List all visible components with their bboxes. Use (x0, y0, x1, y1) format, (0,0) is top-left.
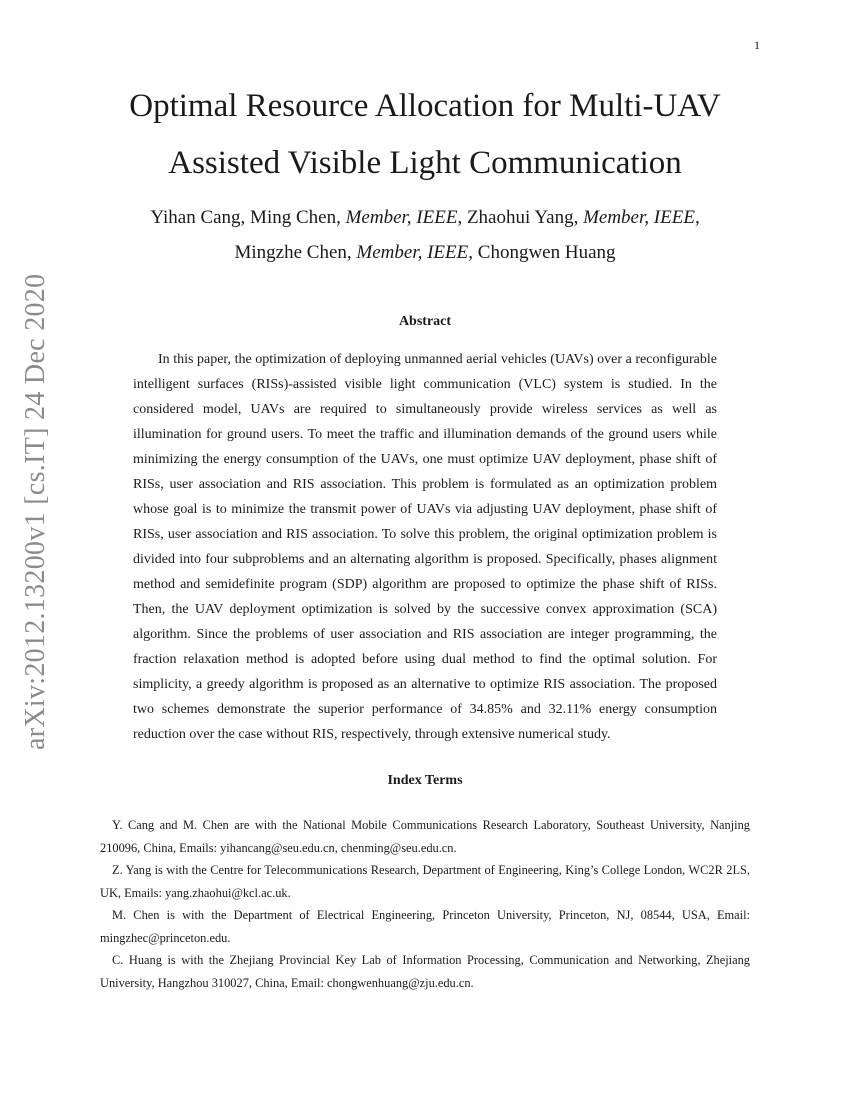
footnote-mingzhe-chen: M. Chen is with the Department of Electrical Engineering, Princeton University, Princeton, NJ, 08544, USA, Email: mingzhec@princeton.edu. (100, 908, 750, 945)
abstract-heading: Abstract (398, 314, 452, 329)
author-names: Mingzhe Chen, (234, 242, 357, 263)
page-number: 1 (754, 38, 760, 52)
footnote-yang: Z. Yang is with the Centre for Telecommunications Research, Department of Engineering, King’s College London, WC2R 2LS, UK, Emails: yang.zhaohui@kcl.ac.uk. (100, 863, 750, 900)
author-line-2 (80, 235, 770, 270)
author-names: Yihan Cang, Ming Chen, (150, 207, 346, 228)
author-names: , Zhaohui Yang, (457, 207, 584, 228)
author-affiliation-role: Member, IEEE (345, 207, 458, 228)
title-line-2: Assisted Visible Light Communication (168, 145, 682, 181)
footnote-cang-chen: Y. Cang and M. Chen are with the National Mobile Communications Research Laboratory, Southeast University, Nanjing 210096, China, Emails: yihancang@seu.edu.cn, chenming@seu.edu.cn. (100, 818, 750, 855)
footnote-huang: C. Huang is with the Zhejiang Provincial Key Lab of Information Processing, Communication and Networking, Zhejiang University, Hangzhou 310027, China, Email: chongwenhuang@zju.edu.cn. (100, 953, 750, 990)
author-names: , Chongwen Huang (468, 242, 616, 263)
author-affiliation-role: Member, IEEE (356, 242, 469, 263)
arxiv-identifier-stamp: arXiv:2012.13200v1 [cs.IT] 24 Dec 2020 (20, 273, 51, 750)
author-line-1 (80, 200, 770, 235)
affiliation-footnotes (100, 814, 750, 994)
paper-title (80, 78, 770, 192)
author-affiliation-role: Member, IEEE (583, 207, 695, 228)
index-terms-heading: Index Terms (387, 773, 463, 788)
abstract-text: In this paper, the optimization of deploying unmanned aerial vehicles (UAVs) over a reconfigurable intelligent surfaces (RISs)-assisted visible light communication (VLC) system is studied. In the considered model, UAVs are required to simultaneously provide wireless services as well as illumination for ground users. To meet the traffic and illumination demands of the ground users while minimizing the energy consumption of the UAVs, one must optimize UAV deployment, phase shift of RISs, user association and RIS association. This problem is formulated as an optimization problem whose goal is to minimize the transmit power of UAVs via adjusting UAV deployment, phase shift of RISs, user association and RIS association. To solve this problem, the original optimization problem is divided into four subproblems and an alternating algorithm is proposed. Specifically, phases alignment method and semidefinite program (SDP) algorithm are proposed to optimize the phase shift of RISs. Then, the UAV deployment optimization is solved by the successive convex approximation (SCA) algorithm. Since the problems of user association and RIS association are integer programming, the fraction relaxation method is adopted before using dual method to find the optimal solution. For simplicity, a greedy algorithm is proposed as an alternative to optimize RIS association. The proposed two schemes demonstrate the superior performance of 34.85% and 32.11% energy consumption reduction over the case without RIS, respectively, through extensive numerical study. (133, 352, 717, 742)
author-separator: , (694, 207, 700, 228)
author-list (80, 200, 770, 270)
title-line-1: Optimal Resource Allocation for Multi-UAV (129, 88, 721, 124)
